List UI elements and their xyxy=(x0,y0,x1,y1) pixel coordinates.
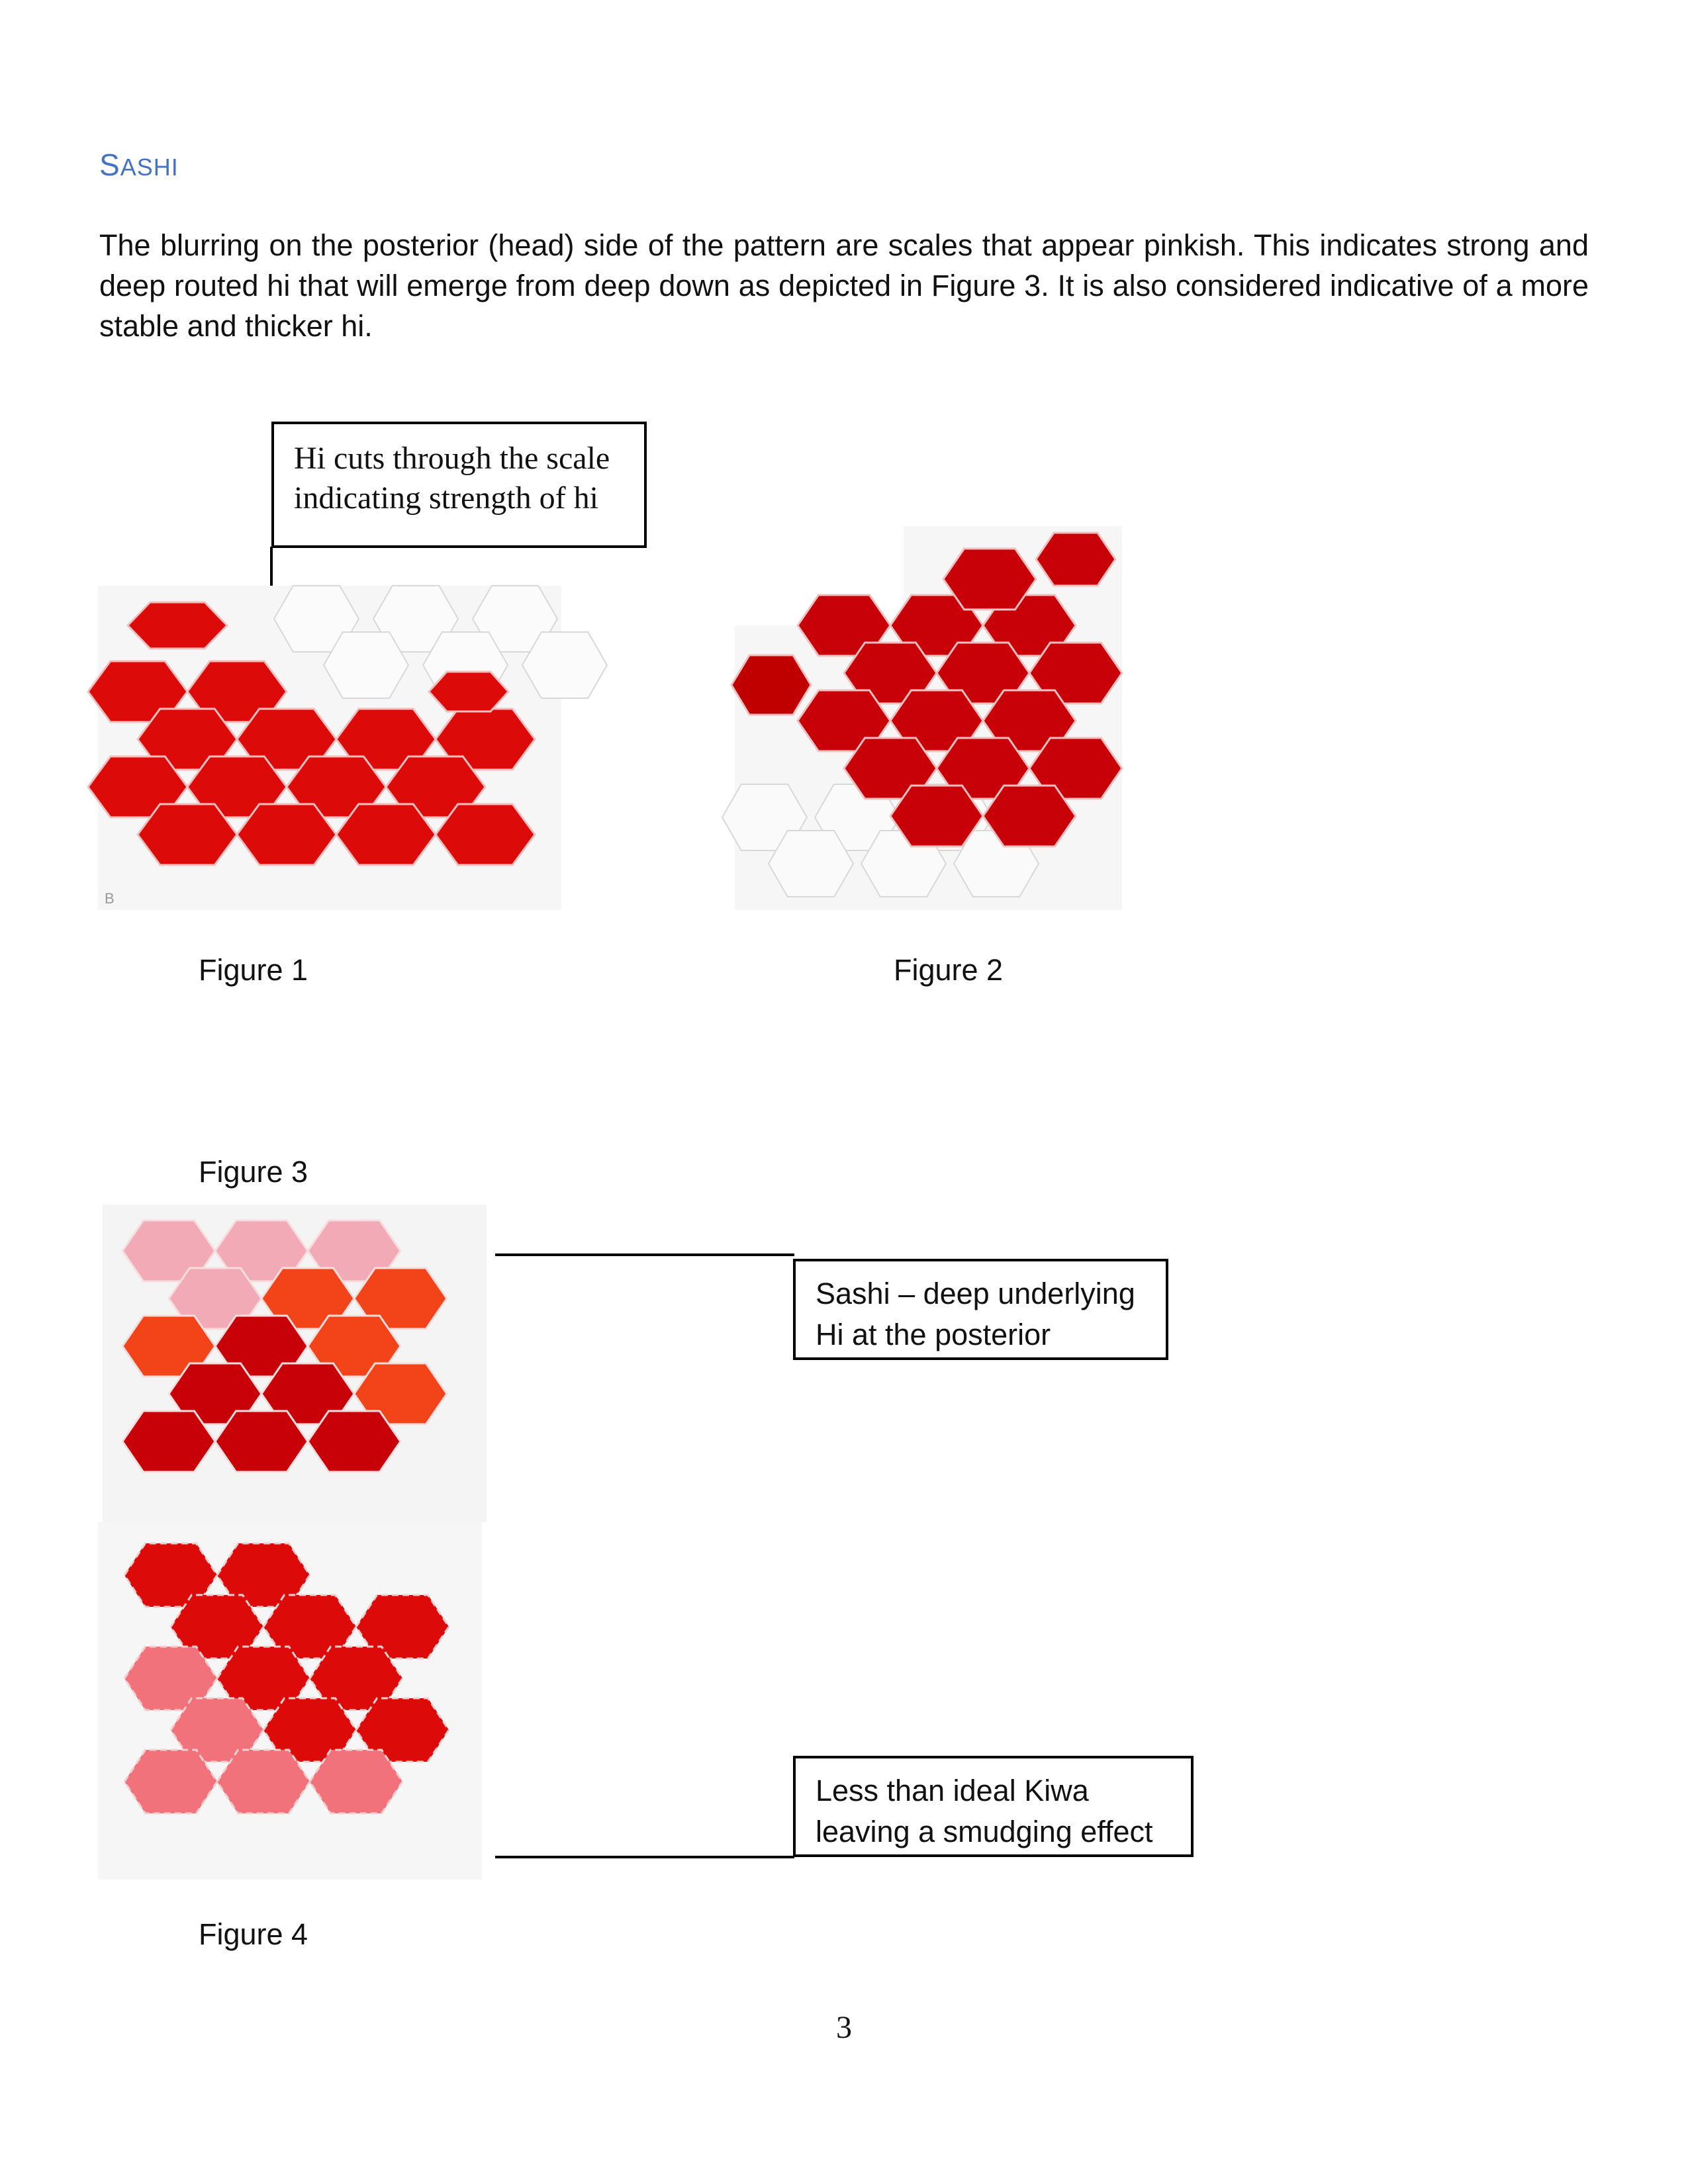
scale xyxy=(215,1411,308,1472)
callout-sashi-leader xyxy=(495,1253,794,1256)
figure-4-image xyxy=(98,1522,482,1880)
scale xyxy=(310,1750,402,1813)
section-heading xyxy=(99,147,179,183)
scale xyxy=(890,786,983,846)
callout-sashi-line1: Sashi – deep underlying xyxy=(816,1277,1135,1310)
figure-1-mark: B xyxy=(105,890,115,907)
callout-hi-cuts-line2: indicating strength of hi xyxy=(294,480,598,516)
scale xyxy=(138,804,237,865)
scale xyxy=(436,804,535,865)
callout-sashi-line2: Hi at the posterior xyxy=(816,1318,1051,1351)
scale xyxy=(217,1750,310,1813)
scale xyxy=(324,632,408,698)
callout-kiwa-line2: leaving a smudging effect xyxy=(816,1815,1153,1848)
scale xyxy=(943,549,1036,610)
page-number: 3 xyxy=(836,2010,852,2045)
scale xyxy=(122,1411,215,1472)
figure-1-caption: Figure 1 xyxy=(199,953,308,987)
scale xyxy=(237,804,336,865)
callout-sashi xyxy=(793,1259,1168,1360)
figure-1-image xyxy=(98,586,561,910)
figure-3-image xyxy=(103,1205,487,1522)
body-paragraph: The blurring on the posterior (head) side of the pattern are scales that appear pinkish. This indicates strong and deep routed hi that will emerge from deep down as depicted in Figure 3. It is also considered indicative of a more stable and thicker hi. xyxy=(99,228,1589,343)
scale xyxy=(731,655,811,715)
scale xyxy=(983,786,1076,846)
scale xyxy=(336,804,436,865)
scale xyxy=(1036,533,1115,586)
callout-hi-cuts xyxy=(271,422,647,548)
heading-initial: S xyxy=(99,148,120,182)
scale xyxy=(522,632,607,698)
figure-3-caption: Figure 3 xyxy=(199,1155,308,1189)
scale xyxy=(769,831,853,897)
callout-kiwa-line1: Less than ideal Kiwa xyxy=(816,1774,1089,1807)
figure-4-caption: Figure 4 xyxy=(199,1917,308,1951)
callout-kiwa-leader xyxy=(495,1856,794,1858)
scale xyxy=(429,672,508,711)
callout-hi-cuts-line1: Hi cuts through the scale xyxy=(294,441,610,476)
callout-kiwa xyxy=(793,1756,1194,1857)
figure-2-image xyxy=(712,526,1122,910)
scale xyxy=(128,602,227,649)
figure-2-caption: Figure 2 xyxy=(894,953,1004,987)
scale xyxy=(124,1750,217,1813)
heading-rest: ASHI xyxy=(120,154,179,181)
scale xyxy=(308,1411,400,1472)
